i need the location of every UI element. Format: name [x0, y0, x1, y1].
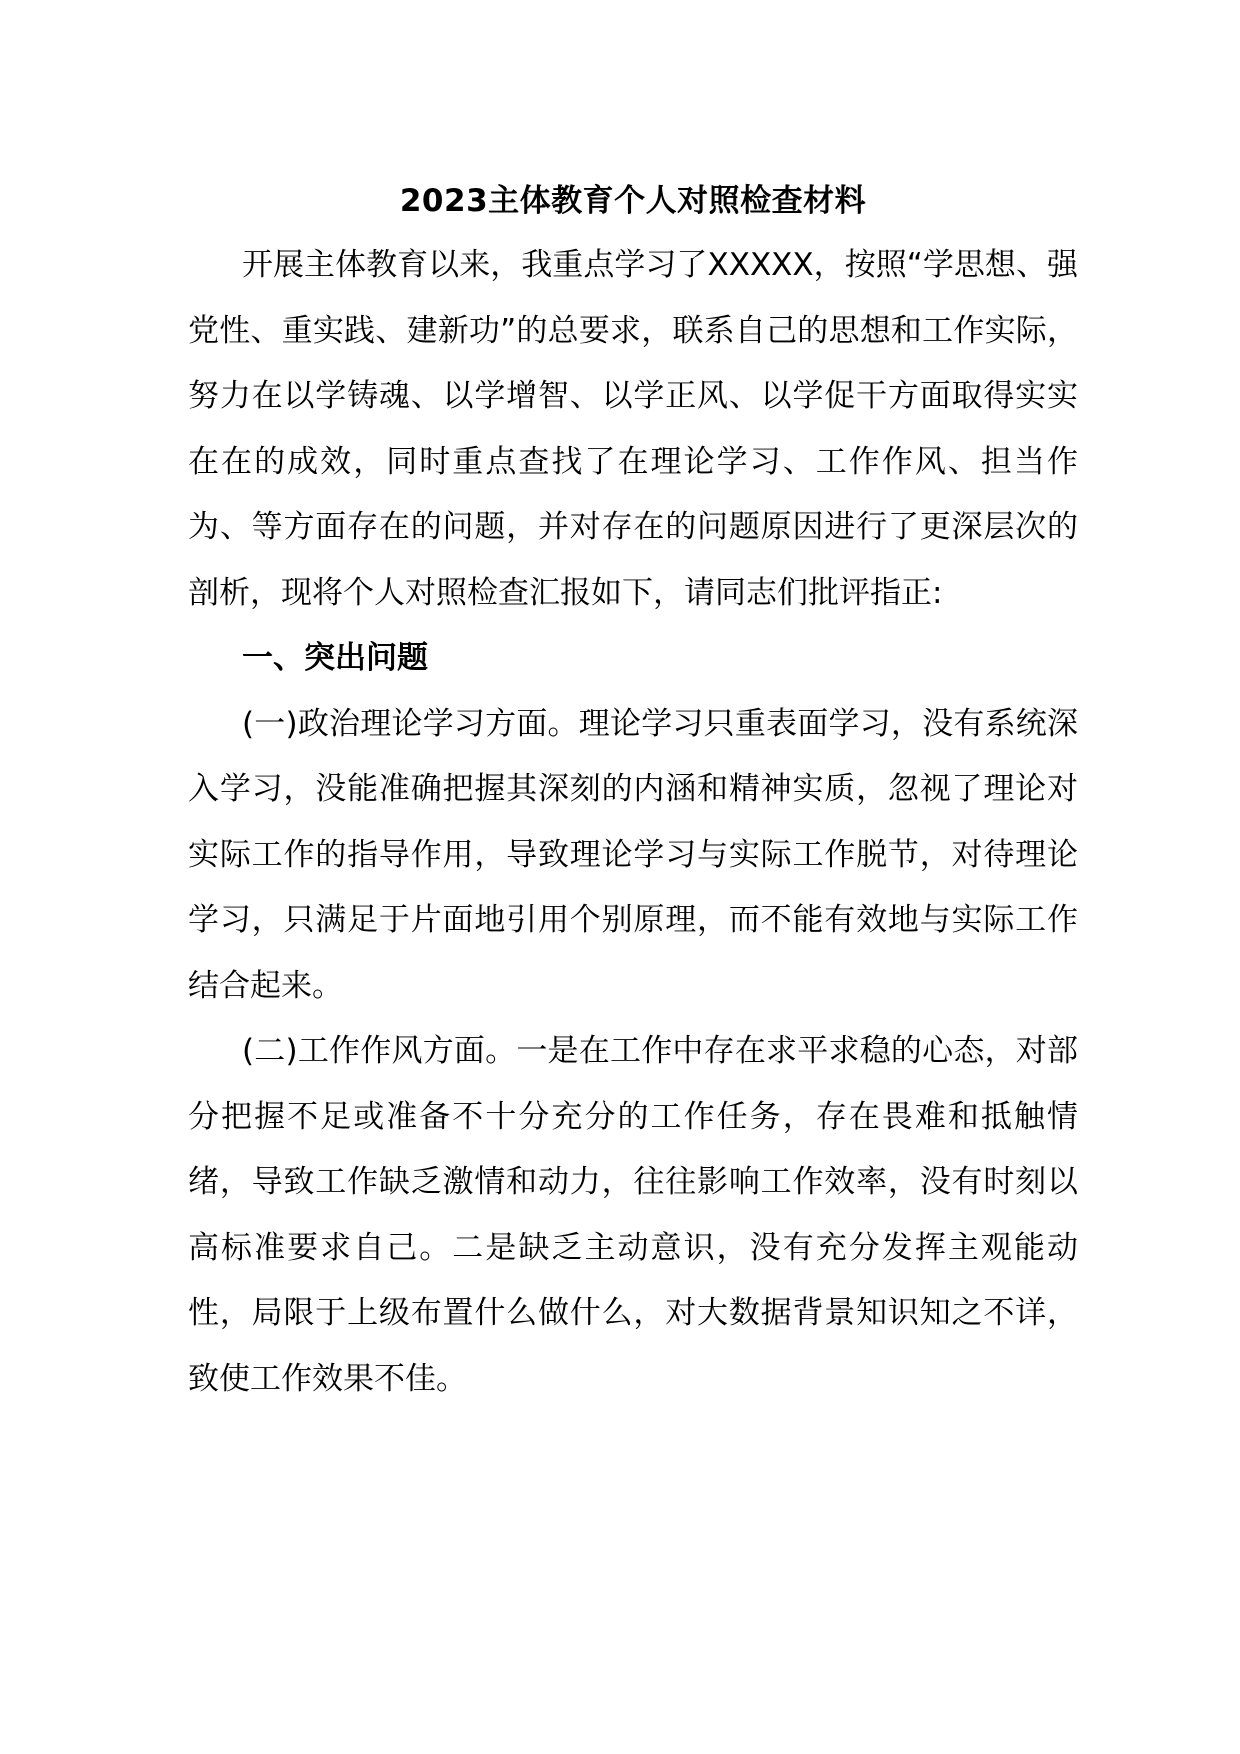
intro-paragraph: 开展主体教育以来，我重点学习了XXXXX，按照“学思想、强党性、重实践、建新功”的总要求，联系自己的思想和工作实际，努力在以学铸魂、以学增智、以学正风、以学促干方面取得实实在在的成效，同时重点查找了在理论学习、工作作风、担当作为、等方面存在的问题，并对存在的问题原因进行了更深层次的剖析，现将个人对照检查汇报如下，请同志们批评指正:	[188, 247, 1078, 611]
document-title: 2023主体教育个人对照检查材料	[399, 183, 867, 219]
paragraph-work-style: (二)工作作风方面。一是在工作中存在求平求稳的心态，对部分把握不足或准备不十分充分的工作任务，存在畏难和抵触情绪，导致工作缺乏激情和动力，往往影响工作效率，没有时刻以高标准要求自己。二是缺乏主动意识，没有充分发挥主观能动性，局限于上级布置什么做什么，对大数据背景知识知之不详，致使工作效果不佳。	[188, 1033, 1078, 1397]
section-heading-problems: 一、突出问题	[242, 640, 428, 676]
paragraph-political-theory: (一)政治理论学习方面。理论学习只重表面学习，没有系统深入学习，没能准确把握其深刻的内涵和精神实质，忽视了理论对实际工作的指导作用，导致理论学习与实际工作脱节，对待理论学习，只满足于片面地引用个别原理，而不能有效地与实际工作结合起来。	[188, 705, 1078, 1004]
document-body	[188, 175, 1078, 1412]
